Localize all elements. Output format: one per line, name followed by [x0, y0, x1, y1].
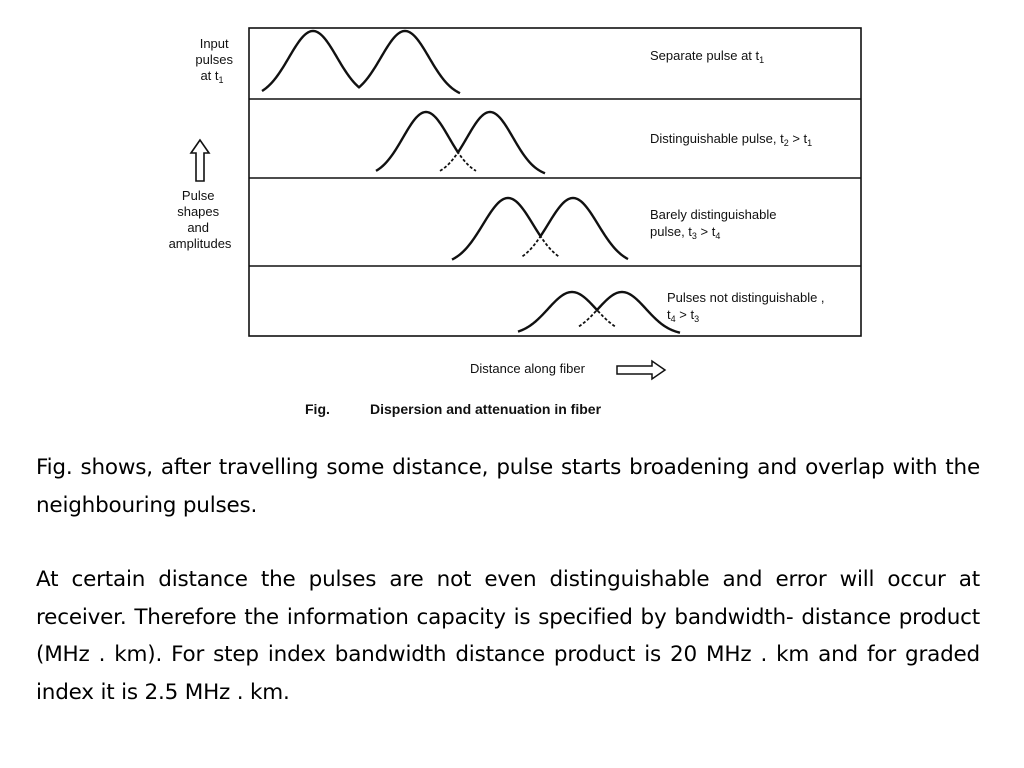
row-label-not-distinguishable: Pulses not distinguishable , $t_4 > t_3$ — [667, 290, 825, 324]
pulse-tail-overlap — [535, 227, 559, 256]
pulse-envelope-row-2 — [376, 112, 545, 173]
pulse-envelope-row-3 — [452, 198, 628, 260]
paragraph-bandwidth: At certain distance the pulses are not even distinguishable and error will occur at receiver. Therefore the information capacity is specified by bandwidth- distance product (MHz . km). For step index bandwidth distance product is 20 MHz . km and for graded index it is 2.5 MHz . km. — [36, 567, 980, 705]
row-label-barely-distinguishable: Barely distinguishable pulse, $t_3 > t_4$ — [650, 207, 777, 241]
paragraph-intro: Fig. shows, after travelling some distance, pulse starts broadening and overlap with the neighbouring pulses. — [36, 455, 980, 518]
pulse-tail-overlap — [523, 227, 547, 256]
distance-axis-label: Distance along fiber — [470, 361, 585, 376]
pulse-curves — [262, 31, 680, 333]
pulse-envelope-row-1 — [262, 31, 460, 93]
row-label-separate: Separate pulse at $t_1$ — [650, 48, 765, 65]
input-pulses-label: Input pulses at $t_1$ — [195, 36, 233, 85]
pulse-shapes-label: Pulse shapes and amplitudes — [168, 188, 232, 251]
up-arrow-icon — [191, 140, 209, 181]
right-arrow-icon — [617, 361, 665, 379]
row-label-distinguishable: Distinguishable pulse, $t_2 > t_1$ — [650, 131, 813, 148]
figure-caption-prefix: Fig. — [305, 401, 330, 417]
figure-caption-title: Dispersion and attenuation in fiber — [370, 401, 602, 417]
